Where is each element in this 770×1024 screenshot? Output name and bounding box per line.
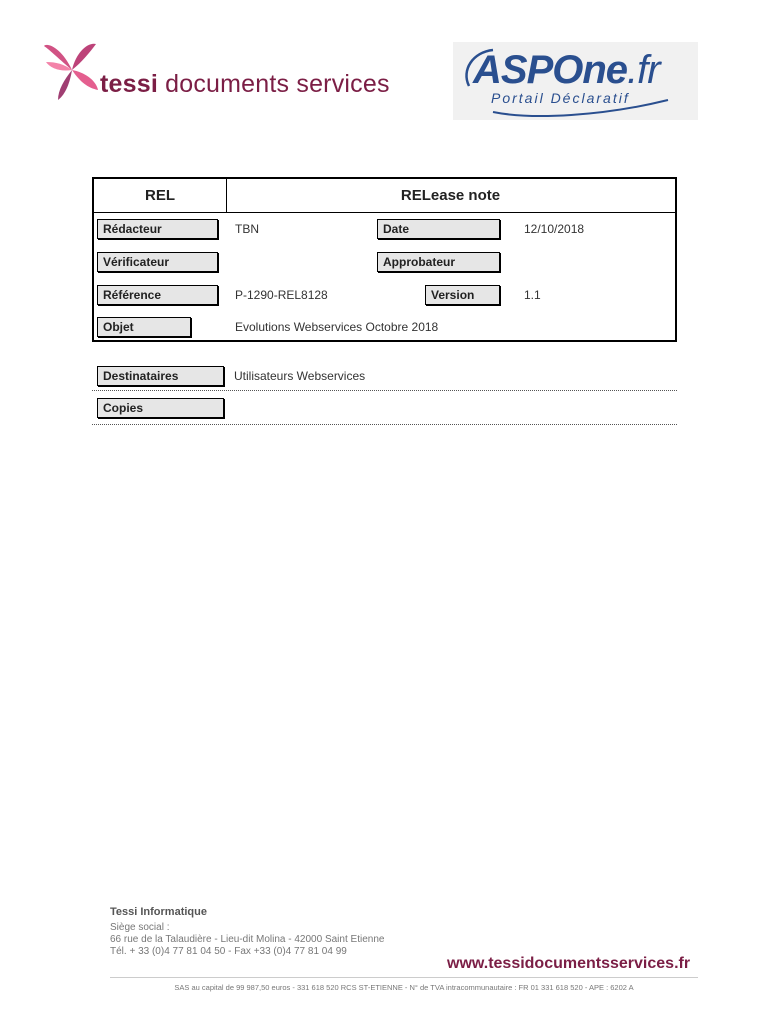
copies-label: Copies [97, 398, 224, 418]
objet-label: Objet [97, 317, 191, 337]
version-label: Version [425, 285, 500, 305]
footer-website-link[interactable]: www.tessidocumentsservices.fr [447, 955, 691, 972]
footer-company: Tessi Informatique [110, 906, 207, 918]
footer-address: 66 rue de la Talaudière - Lieu-dit Molina - 42000 Saint Etienne [110, 934, 385, 945]
reference-label: Référence [97, 285, 218, 305]
version-value: 1.1 [524, 288, 541, 302]
aspone-wordmark: ASPOne.fr [473, 48, 660, 92]
aspone-tagline: Portail Déclaratif [491, 90, 630, 106]
footer-legal-notice: SAS au capital de 99 987,50 euros - 331 618 520 RCS ST-ETIENNE - N° de TVA intracommunautaire : FR 01 331 618 520 - APE : 6202 A [174, 983, 634, 992]
tessi-logo [42, 40, 412, 110]
tessi-flower-icon [42, 40, 102, 102]
objet-value: Evolutions Webservices Octobre 2018 [235, 320, 439, 334]
document-header-box [92, 177, 677, 342]
document-code: REL [94, 179, 227, 212]
aspone-logo [453, 42, 698, 120]
approbateur-label: Approbateur [377, 252, 500, 272]
footer-phone: Tél. + 33 (0)4 77 81 04 50 - Fax +33 (0)4 77 81 04 99 [110, 946, 347, 957]
tessi-wordmark: tessi documents services [100, 70, 390, 98]
verificateur-label: Vérificateur [97, 252, 218, 272]
reference-value: P-1290-REL8128 [235, 288, 328, 302]
divider [92, 390, 677, 391]
document-title: RELease note [400, 187, 501, 204]
header-row [94, 179, 675, 213]
destinataires-label: Destinataires [97, 366, 224, 386]
destinataires-value: Utilisateurs Webservices [234, 369, 366, 383]
date-label: Date [377, 219, 500, 239]
footer-divider [110, 977, 698, 978]
date-value: 12/10/2018 [524, 222, 585, 236]
redacteur-value: TBN [235, 222, 259, 236]
divider [92, 424, 677, 425]
redacteur-label: Rédacteur [97, 219, 218, 239]
footer-address-heading: Siège social : [110, 922, 170, 933]
